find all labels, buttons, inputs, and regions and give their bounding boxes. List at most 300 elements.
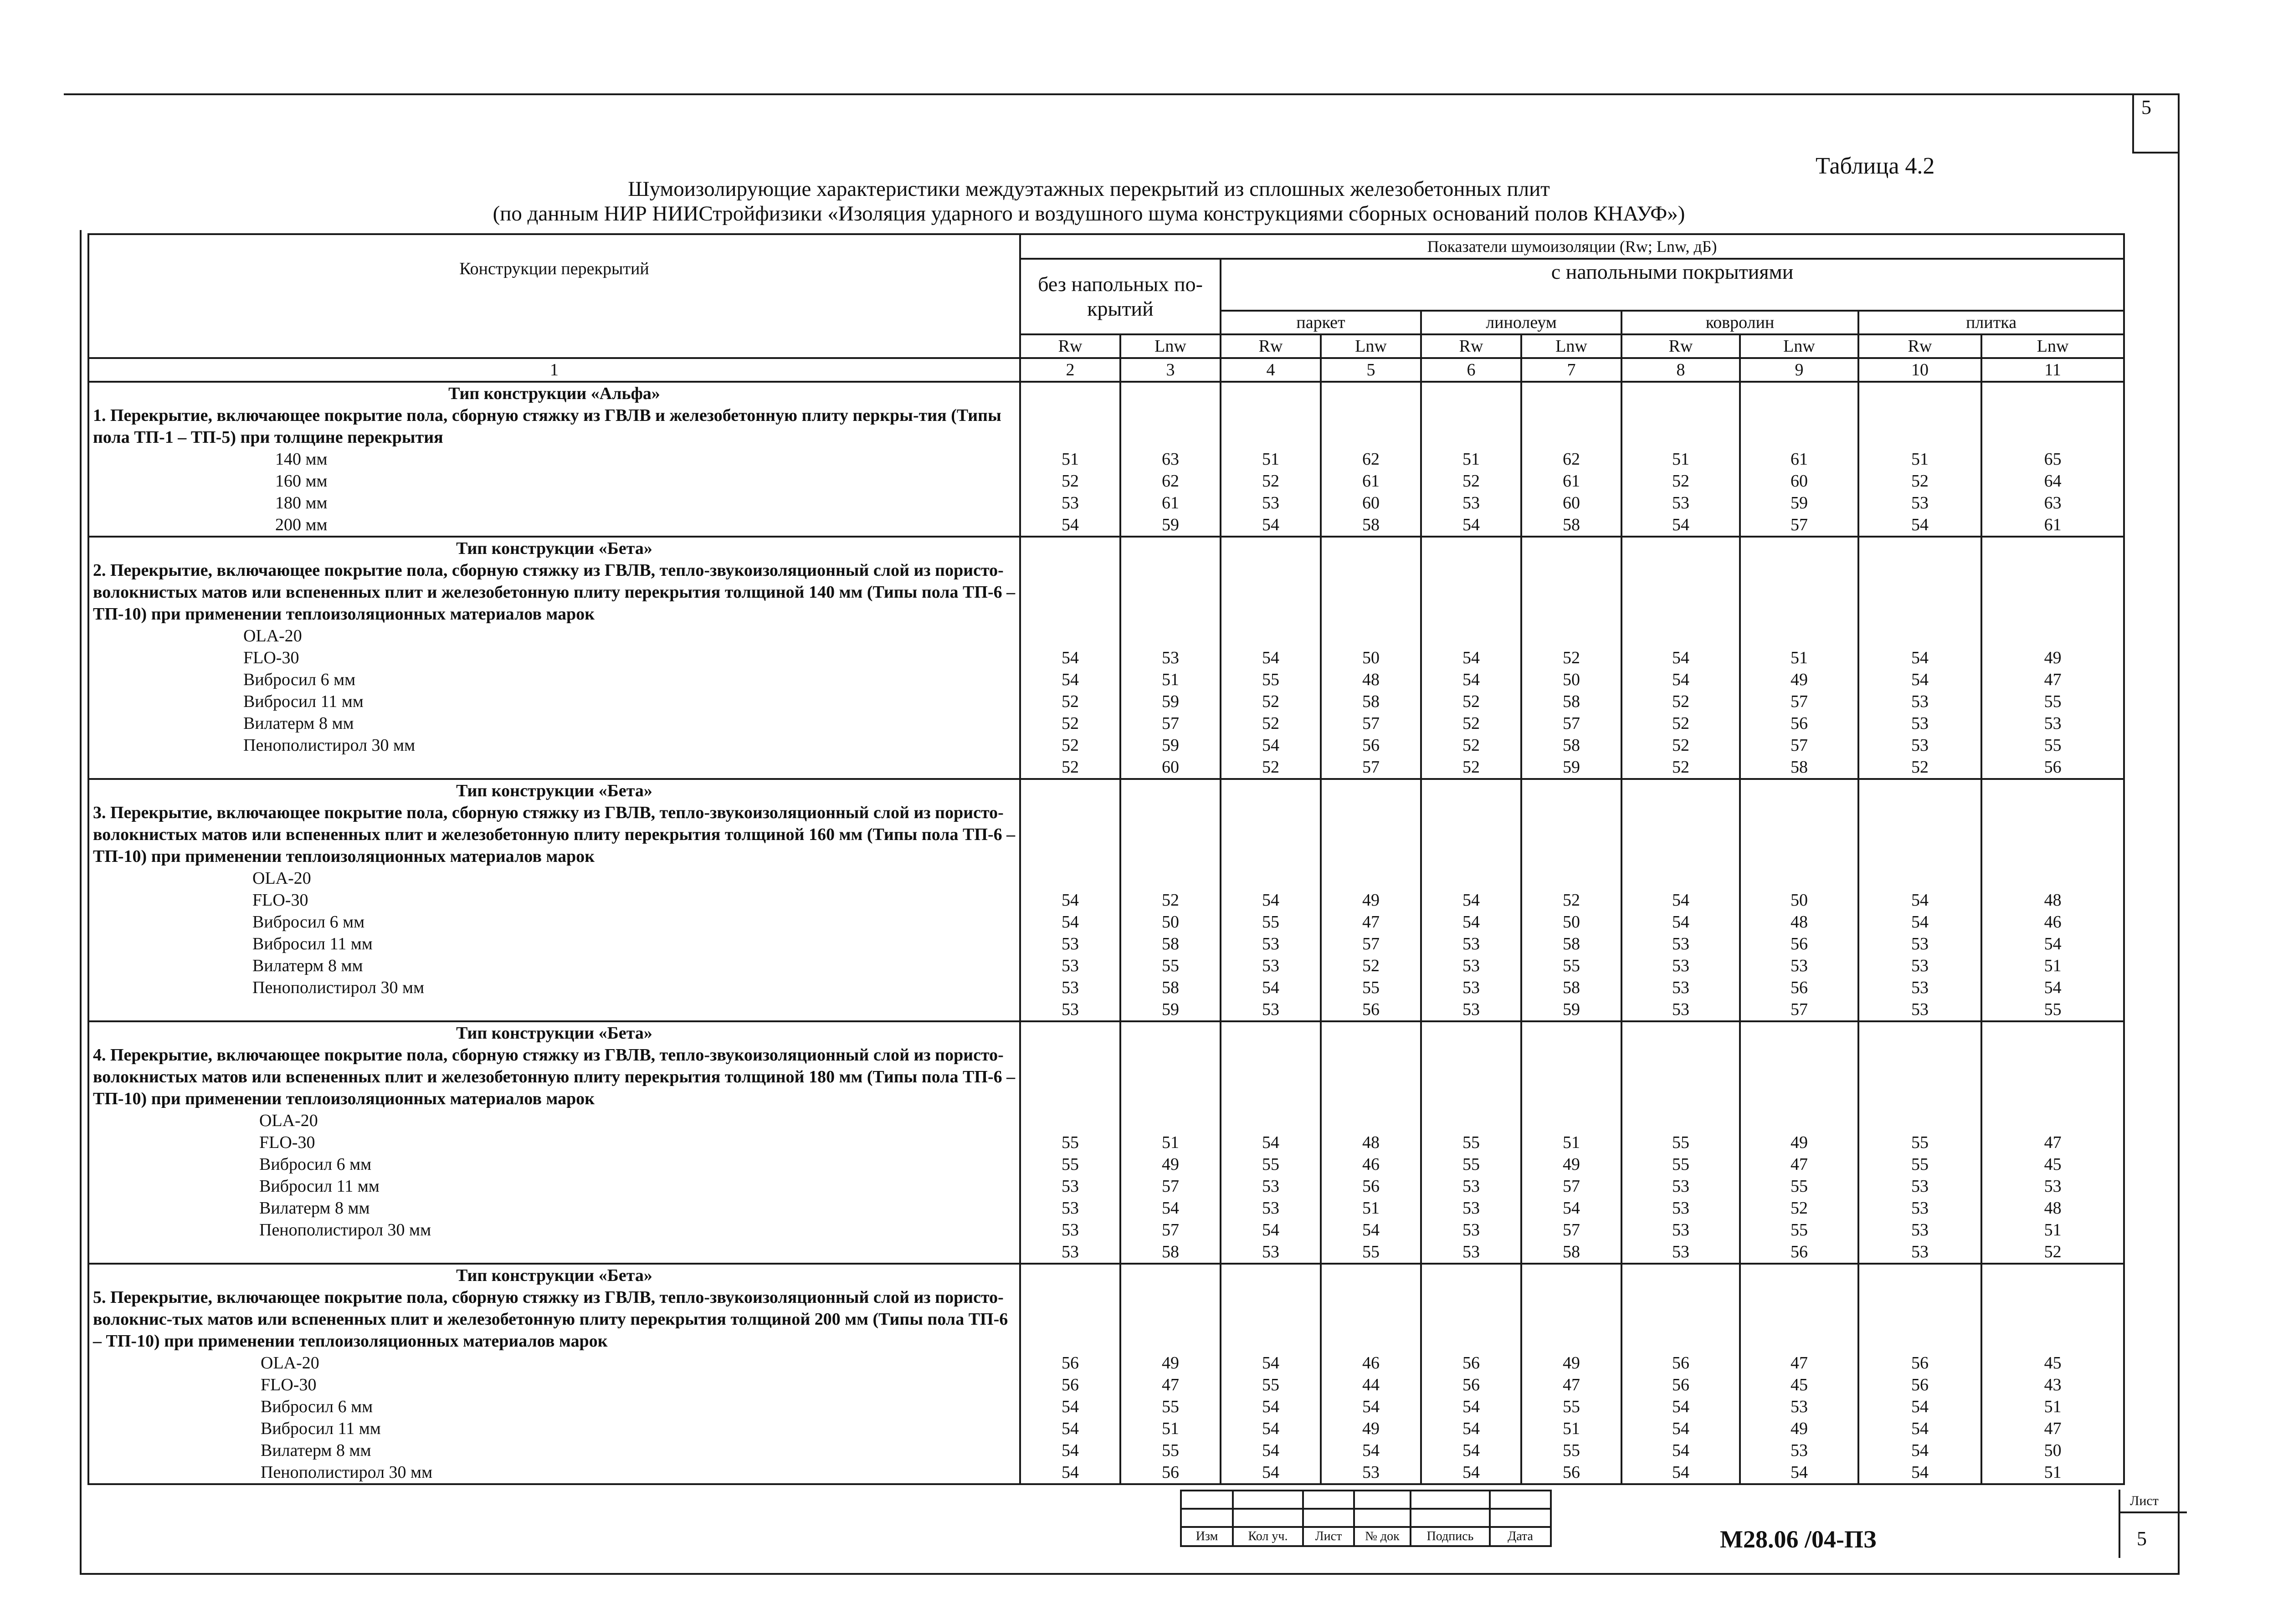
row-spacer bbox=[1526, 1022, 1617, 1044]
table-cell-value: 54 bbox=[1462, 1441, 1480, 1460]
material-label: Пенополистирол 30 мм bbox=[243, 736, 416, 755]
row-spacer bbox=[1426, 824, 1517, 845]
row-spacer bbox=[1863, 1286, 1977, 1308]
table-cell-value: 47 bbox=[1791, 1353, 1808, 1373]
row-spacer bbox=[1863, 1110, 1977, 1132]
table-cell-value: 47 bbox=[2044, 1133, 2062, 1152]
table-cell-value: 54 bbox=[1262, 891, 1279, 910]
header-rw: Rw bbox=[1621, 334, 1740, 358]
row-spacer bbox=[1526, 383, 1617, 405]
table-cell-value: 55 bbox=[2044, 736, 2062, 755]
row-spacer bbox=[1744, 1022, 1854, 1044]
table-cell-value: 51 bbox=[2044, 956, 2062, 975]
table-cell-value: 54 bbox=[1062, 1441, 1079, 1460]
table-cell-value: 57 bbox=[1162, 714, 1179, 733]
row-spacer bbox=[1626, 426, 1735, 448]
row-spacer bbox=[1626, 1110, 1735, 1132]
section-type: Тип конструкции «Бета» bbox=[456, 539, 652, 558]
row-spacer bbox=[1325, 1265, 1416, 1286]
row-spacer bbox=[1426, 625, 1517, 647]
row-spacer bbox=[1526, 1066, 1617, 1088]
stamp-label: Дата bbox=[1490, 1527, 1551, 1546]
table-cell-value: 54 bbox=[1262, 1220, 1279, 1240]
row-spacer bbox=[1225, 603, 1316, 625]
row-spacer bbox=[1986, 867, 2119, 889]
row-spacer bbox=[1025, 603, 1116, 625]
table-cell-value: 53 bbox=[1262, 493, 1279, 512]
table-cell-value: 59 bbox=[1162, 515, 1179, 534]
table-cell-value: 54 bbox=[1262, 515, 1279, 534]
table-cell-value: 53 bbox=[2044, 714, 2062, 733]
title-line-1: Шумоизолирующие характеристики междуэтажных перекрытий из сплошных железобетонных плит bbox=[628, 177, 1550, 201]
table-cell-value: 51 bbox=[1462, 450, 1480, 469]
table-cell-value: 54 bbox=[1462, 670, 1480, 689]
row-spacer bbox=[1225, 1286, 1316, 1308]
header-parket: паркет bbox=[1221, 311, 1421, 334]
table-cell-value: 57 bbox=[1362, 934, 1380, 953]
row-spacer bbox=[1626, 1044, 1735, 1066]
table-cell-value: 55 bbox=[1911, 1133, 1929, 1152]
stamp-grid bbox=[1180, 1490, 1552, 1547]
row-spacer bbox=[1626, 625, 1735, 647]
table-cell-value: 52 bbox=[1062, 758, 1079, 777]
table-cell-value: 49 bbox=[2044, 648, 2062, 667]
table-cell-value: 54 bbox=[1062, 1463, 1079, 1482]
row-spacer bbox=[1426, 603, 1517, 625]
material-label: FLO-30 bbox=[243, 648, 299, 667]
table-cell-value: 52 bbox=[1462, 736, 1480, 755]
table-cell-value: 46 bbox=[2044, 912, 2062, 932]
row-spacer bbox=[1986, 426, 2119, 448]
row-spacer bbox=[1526, 1330, 1617, 1352]
row-spacer bbox=[1325, 802, 1416, 824]
table-cell-value: 54 bbox=[1062, 1419, 1079, 1438]
value-column-cell bbox=[1120, 1021, 1221, 1264]
row-spacer bbox=[1863, 426, 1977, 448]
row-spacer bbox=[1863, 1066, 1977, 1088]
table-cell-value: 51 bbox=[1791, 648, 1808, 667]
table-cell-value: 58 bbox=[1563, 1242, 1580, 1261]
header-constructions: Конструкции перекрытий bbox=[88, 234, 1020, 358]
table-cell-value: 57 bbox=[1362, 714, 1380, 733]
table-cell-value: 54 bbox=[1672, 1441, 1689, 1460]
row-spacer bbox=[1863, 1308, 1977, 1330]
value-column-cell bbox=[1521, 537, 1621, 779]
row-spacer bbox=[1125, 625, 1216, 647]
row-spacer bbox=[1744, 1286, 1854, 1308]
title-block bbox=[1180, 1490, 2187, 1558]
row-spacer bbox=[1986, 383, 2119, 405]
table-cell-value: 48 bbox=[1791, 912, 1808, 932]
row-spacer bbox=[1225, 867, 1316, 889]
row-spacer bbox=[1325, 581, 1416, 603]
table-cell-value: 49 bbox=[1563, 1353, 1580, 1373]
table-cell-value: 54 bbox=[1062, 515, 1079, 534]
table-cell-value: 54 bbox=[2044, 934, 2062, 953]
table-cell-value: 53 bbox=[1262, 956, 1279, 975]
table-cell-value: 55 bbox=[1162, 956, 1179, 975]
material-label: Вилатерм 8 мм bbox=[243, 714, 354, 733]
table-cell-value: 56 bbox=[1162, 1463, 1179, 1482]
table-cell-value: 52 bbox=[1672, 736, 1689, 755]
section-row bbox=[88, 382, 2124, 537]
value-column-cell bbox=[1221, 779, 1321, 1021]
value-column-cell bbox=[1858, 537, 1981, 779]
row-spacer bbox=[1744, 405, 1854, 426]
row-spacer bbox=[1986, 780, 2119, 802]
table-cell-value: 52 bbox=[2044, 1242, 2062, 1261]
table-cell-value: 53 bbox=[1672, 956, 1689, 975]
value-column-cell bbox=[1321, 779, 1421, 1021]
row-spacer bbox=[1626, 538, 1735, 559]
table-cell-value: 53 bbox=[1062, 1000, 1079, 1019]
value-column-cell bbox=[1981, 1021, 2124, 1264]
row-spacer bbox=[1325, 780, 1416, 802]
header-lnw: Lnw bbox=[1521, 334, 1621, 358]
table-cell-value: 56 bbox=[1362, 1000, 1380, 1019]
row-spacer bbox=[1626, 559, 1735, 581]
table-cell-value: 63 bbox=[1162, 450, 1179, 469]
row-spacer bbox=[1863, 603, 1977, 625]
noise-insulation-table bbox=[87, 233, 2125, 1485]
value-column-cell bbox=[1421, 779, 1521, 1021]
section-row bbox=[88, 537, 2124, 779]
table-cell-value: 53 bbox=[1462, 978, 1480, 997]
table-cell-value: 61 bbox=[1791, 450, 1808, 469]
table-cell-value: 51 bbox=[1563, 1133, 1580, 1152]
table-cell-value: 54 bbox=[1262, 978, 1279, 997]
table-cell-value: 55 bbox=[1362, 1242, 1380, 1261]
table-cell-value: 61 bbox=[2044, 515, 2062, 534]
table-cell-value: 54 bbox=[1262, 736, 1279, 755]
table-cell-value: 45 bbox=[2044, 1353, 2062, 1373]
row-spacer bbox=[1125, 559, 1216, 581]
row-spacer bbox=[1025, 426, 1116, 448]
row-spacer bbox=[1863, 1022, 1977, 1044]
row-spacer bbox=[1626, 867, 1735, 889]
table-cell-value: 53 bbox=[1062, 1199, 1079, 1218]
table-cell-value: 53 bbox=[1911, 714, 1929, 733]
table-cell-value: 54 bbox=[1672, 1419, 1689, 1438]
table-cell-value: 54 bbox=[1262, 1397, 1279, 1416]
table-cell-value: 54 bbox=[1672, 891, 1689, 910]
table-cell-value: 56 bbox=[1911, 1353, 1929, 1373]
table-cell-value: 55 bbox=[1462, 1155, 1480, 1174]
header-rw: Rw bbox=[1421, 334, 1521, 358]
row-spacer bbox=[1986, 538, 2119, 559]
title-line-2: (по данным НИР НИИСтройфизики «Изоляция ударного и воздушного шума конструкциями сборных оснований полов КНАУФ») bbox=[493, 202, 1685, 225]
top-rule bbox=[64, 93, 2178, 95]
material-label: 180 мм bbox=[275, 493, 328, 512]
table-cell-value: 51 bbox=[1362, 1199, 1380, 1218]
row-spacer bbox=[1986, 625, 2119, 647]
column-number: 4 bbox=[1221, 358, 1321, 382]
table-cell-value: 51 bbox=[1162, 1133, 1179, 1152]
row-spacer bbox=[1744, 559, 1854, 581]
header-rw: Rw bbox=[1221, 334, 1321, 358]
row-spacer bbox=[1325, 1088, 1416, 1110]
table-cell-value: 52 bbox=[1362, 956, 1380, 975]
table-cell-value: 53 bbox=[1262, 1177, 1279, 1196]
material-label: Вилатерм 8 мм bbox=[252, 956, 363, 975]
table-cell-value: 53 bbox=[1911, 1199, 1929, 1218]
row-spacer bbox=[1025, 1044, 1116, 1066]
table-cell-value: 57 bbox=[1362, 758, 1380, 777]
row-spacer bbox=[1125, 603, 1216, 625]
row-spacer bbox=[1125, 845, 1216, 867]
stamp-label: Изм bbox=[1181, 1527, 1233, 1546]
header-kovrolin: ковролин bbox=[1621, 311, 1858, 334]
column-number: 5 bbox=[1321, 358, 1421, 382]
row-spacer bbox=[1626, 1286, 1735, 1308]
material-label: Пенополистирол 30 мм bbox=[252, 978, 425, 997]
stamp-sep-2 bbox=[2119, 1511, 2187, 1513]
table-cell-value: 50 bbox=[2044, 1441, 2062, 1460]
table-cell-value: 54 bbox=[1563, 1199, 1580, 1218]
row-spacer bbox=[1025, 383, 1116, 405]
table-cell-value: 52 bbox=[1563, 891, 1580, 910]
table-cell-value: 59 bbox=[1162, 736, 1179, 755]
material-label: Пенополистирол 30 мм bbox=[261, 1463, 433, 1482]
table-cell-value: 55 bbox=[1672, 1133, 1689, 1152]
row-spacer bbox=[1526, 780, 1617, 802]
table-cell-value: 53 bbox=[1462, 956, 1480, 975]
row-spacer bbox=[1626, 845, 1735, 867]
table-cell-value: 56 bbox=[1791, 714, 1808, 733]
section-description-cell bbox=[88, 382, 1020, 537]
value-column-cell bbox=[1981, 1264, 2124, 1484]
table-cell-value: 54 bbox=[1262, 1419, 1279, 1438]
table-cell-value: 49 bbox=[1362, 891, 1380, 910]
table-cell-value: 54 bbox=[1462, 912, 1480, 932]
table-cell-value: 54 bbox=[1362, 1397, 1380, 1416]
table-cell-value: 61 bbox=[1162, 493, 1179, 512]
row-spacer bbox=[1025, 1110, 1116, 1132]
table-cell-value: 53 bbox=[1911, 692, 1929, 711]
row-spacer bbox=[1626, 824, 1735, 845]
row-spacer bbox=[1863, 1330, 1977, 1352]
table-cell-value: 55 bbox=[1791, 1220, 1808, 1240]
row-spacer bbox=[1325, 824, 1416, 845]
table-cell-value: 58 bbox=[1563, 978, 1580, 997]
table-cell-value: 52 bbox=[1062, 692, 1079, 711]
row-spacer bbox=[1526, 559, 1617, 581]
row-spacer bbox=[1526, 538, 1617, 559]
row-spacer bbox=[1025, 780, 1116, 802]
stamp-label: Кол уч. bbox=[1233, 1527, 1303, 1546]
table-cell-value: 53 bbox=[1911, 1220, 1929, 1240]
row-spacer bbox=[1863, 581, 1977, 603]
row-spacer bbox=[1744, 625, 1854, 647]
row-spacer bbox=[1744, 1265, 1854, 1286]
row-spacer bbox=[1863, 1265, 1977, 1286]
table-cell-value: 58 bbox=[1563, 934, 1580, 953]
row-spacer bbox=[1626, 1088, 1735, 1110]
value-column-cell bbox=[1321, 537, 1421, 779]
table-cell-value: 57 bbox=[1563, 1177, 1580, 1196]
column-number: 1 bbox=[88, 358, 1020, 382]
table-cell-value: 49 bbox=[1162, 1353, 1179, 1373]
table-cell-value: 53 bbox=[1791, 956, 1808, 975]
header-with-cover: с напольными покрытиями bbox=[1221, 259, 2124, 311]
row-spacer bbox=[1626, 1330, 1735, 1352]
row-spacer bbox=[1863, 1088, 1977, 1110]
value-column-cell bbox=[1421, 537, 1521, 779]
table-cell-value: 53 bbox=[1462, 1177, 1480, 1196]
row-spacer bbox=[1863, 625, 1977, 647]
table-cell-value: 54 bbox=[1672, 670, 1689, 689]
value-column-cell bbox=[1740, 1021, 1858, 1264]
row-spacer bbox=[1025, 1022, 1116, 1044]
table-cell-value: 53 bbox=[1062, 493, 1079, 512]
table-cell-value: 56 bbox=[1362, 736, 1380, 755]
row-spacer bbox=[1125, 1044, 1216, 1066]
table-cell-value: 47 bbox=[1791, 1155, 1808, 1174]
table-cell-value: 55 bbox=[1262, 1375, 1279, 1394]
row-spacer bbox=[1863, 405, 1977, 426]
row-spacer bbox=[1025, 581, 1116, 603]
stamp-sheet-number: 5 bbox=[2137, 1527, 2147, 1550]
table-cell-value: 54 bbox=[1911, 1441, 1929, 1460]
value-column-cell bbox=[1421, 1264, 1521, 1484]
row-spacer bbox=[1744, 1308, 1854, 1330]
table-cell-value: 56 bbox=[1911, 1375, 1929, 1394]
table-cell-value: 46 bbox=[1362, 1353, 1380, 1373]
stamp-sep-1 bbox=[2119, 1490, 2120, 1558]
value-column-cell bbox=[1120, 1264, 1221, 1484]
section-description-cell bbox=[88, 1264, 1020, 1484]
table-cell-value: 55 bbox=[1262, 670, 1279, 689]
row-spacer bbox=[1025, 1330, 1116, 1352]
section-description: 3. Перекрытие, включающее покрытие пола, сборную стяжку из ГВЛВ, тепло-звукоизоляционный слой из пористо-волокнистых матов или вспененных плит и железобетонную плиту перекрытия толщиной 160 мм (Типы пола ТП-6 – ТП-10) при применении теплоизоляционных материалов марок bbox=[93, 803, 1016, 866]
table-cell-value: 55 bbox=[1162, 1397, 1179, 1416]
material-label: OLA-20 bbox=[259, 1111, 318, 1130]
table-cell-value: 53 bbox=[1672, 1000, 1689, 1019]
row-spacer bbox=[1744, 1066, 1854, 1088]
table-cell-value: 53 bbox=[1462, 1242, 1480, 1261]
table-cell-value: 55 bbox=[1563, 1397, 1580, 1416]
table-cell-value: 56 bbox=[1062, 1375, 1079, 1394]
section-description: 1. Перекрытие, включающее покрытие пола, сборную стяжку из ГВЛВ и железобетонную плиту перкры-тия (Типы пола ТП-1 – ТП-5) при толщине перекрытия bbox=[93, 406, 1001, 447]
table-cell-value: 52 bbox=[1911, 471, 1929, 491]
table-cell-value: 53 bbox=[1362, 1463, 1380, 1482]
table-cell-value: 48 bbox=[1362, 1133, 1380, 1152]
table-cell-value: 62 bbox=[1162, 471, 1179, 491]
value-column-cell bbox=[1120, 779, 1221, 1021]
table-cell-value: 52 bbox=[1262, 471, 1279, 491]
table-cell-value: 55 bbox=[1062, 1155, 1079, 1174]
value-column-cell bbox=[1521, 779, 1621, 1021]
row-spacer bbox=[1325, 405, 1416, 426]
row-spacer bbox=[1426, 426, 1517, 448]
table-cell-value: 58 bbox=[1362, 515, 1380, 534]
row-spacer bbox=[1025, 538, 1116, 559]
stamp-label: Подпись bbox=[1411, 1527, 1490, 1546]
section-type: Тип конструкции «Бета» bbox=[456, 1024, 652, 1043]
table-cell-value: 54 bbox=[1911, 1419, 1929, 1438]
table-cell-value: 53 bbox=[1062, 1242, 1079, 1261]
material-label: FLO-30 bbox=[252, 891, 308, 910]
header-no-cover: без напольных по-крытий bbox=[1020, 259, 1221, 334]
row-spacer bbox=[1325, 426, 1416, 448]
table-cell-value: 53 bbox=[1262, 1242, 1279, 1261]
table-cell-value: 54 bbox=[1911, 515, 1929, 534]
section-type: Тип конструкции «Альфа» bbox=[448, 384, 660, 403]
table-cell-value: 55 bbox=[1462, 1133, 1480, 1152]
section-description-cell bbox=[88, 779, 1020, 1021]
sheet-box-left bbox=[2132, 93, 2134, 153]
table-cell-value: 53 bbox=[1062, 1220, 1079, 1240]
material-label: OLA-20 bbox=[252, 869, 311, 888]
table-label: Таблица 4.2 bbox=[1816, 153, 1935, 179]
row-spacer bbox=[1325, 1022, 1416, 1044]
row-spacer bbox=[1225, 625, 1316, 647]
row-spacer bbox=[1025, 405, 1116, 426]
table-cell-value: 55 bbox=[1563, 956, 1580, 975]
row-spacer bbox=[1426, 867, 1517, 889]
row-spacer bbox=[1526, 867, 1617, 889]
table-cell-value: 50 bbox=[1791, 891, 1808, 910]
row-spacer bbox=[1325, 1044, 1416, 1066]
table-cell-value: 49 bbox=[1791, 1133, 1808, 1152]
table-cell-value: 54 bbox=[1262, 1353, 1279, 1373]
table-cell-value: 51 bbox=[2044, 1463, 2062, 1482]
header-lnw: Lnw bbox=[1981, 334, 2124, 358]
value-column-cell bbox=[1221, 382, 1321, 537]
header-plitka: плитка bbox=[1858, 311, 2124, 334]
table-cell-value: 49 bbox=[1791, 1419, 1808, 1438]
row-spacer bbox=[1025, 1066, 1116, 1088]
row-spacer bbox=[1125, 426, 1216, 448]
table-cell-value: 53 bbox=[1062, 978, 1079, 997]
row-spacer bbox=[1225, 1044, 1316, 1066]
header-linoleum: линолеум bbox=[1421, 311, 1621, 334]
row-spacer bbox=[1526, 1265, 1617, 1286]
material-label: Вибросил 6 мм bbox=[243, 670, 356, 689]
sheet-number: 5 bbox=[2141, 96, 2151, 118]
row-spacer bbox=[1426, 1330, 1517, 1352]
table-cell-value: 56 bbox=[1791, 978, 1808, 997]
value-column-cell bbox=[1321, 382, 1421, 537]
row-spacer bbox=[1986, 559, 2119, 581]
section-row bbox=[88, 779, 2124, 1021]
table-cell-value: 43 bbox=[2044, 1375, 2062, 1394]
row-spacer bbox=[1125, 383, 1216, 405]
row-spacer bbox=[1526, 845, 1617, 867]
value-column-cell bbox=[1740, 382, 1858, 537]
table-cell-value: 47 bbox=[2044, 670, 2062, 689]
row-spacer bbox=[1225, 1265, 1316, 1286]
row-spacer bbox=[1125, 1022, 1216, 1044]
row-spacer bbox=[1225, 1110, 1316, 1132]
table-cell-value: 55 bbox=[1362, 978, 1380, 997]
row-spacer bbox=[1125, 405, 1216, 426]
table-cell-value: 61 bbox=[1362, 471, 1380, 491]
value-column-cell bbox=[1621, 1021, 1740, 1264]
row-spacer bbox=[1744, 1110, 1854, 1132]
row-spacer bbox=[1526, 426, 1617, 448]
row-spacer bbox=[1986, 581, 2119, 603]
row-spacer bbox=[1325, 559, 1416, 581]
row-spacer bbox=[1626, 1265, 1735, 1286]
table-cell-value: 60 bbox=[1563, 493, 1580, 512]
row-spacer bbox=[1744, 538, 1854, 559]
table-cell-value: 58 bbox=[1791, 758, 1808, 777]
document-code: М28.06 /04-ПЗ bbox=[1720, 1526, 1877, 1553]
table-cell-value: 56 bbox=[1672, 1375, 1689, 1394]
value-column-cell bbox=[1981, 537, 2124, 779]
table-cell-value: 50 bbox=[1563, 912, 1580, 932]
